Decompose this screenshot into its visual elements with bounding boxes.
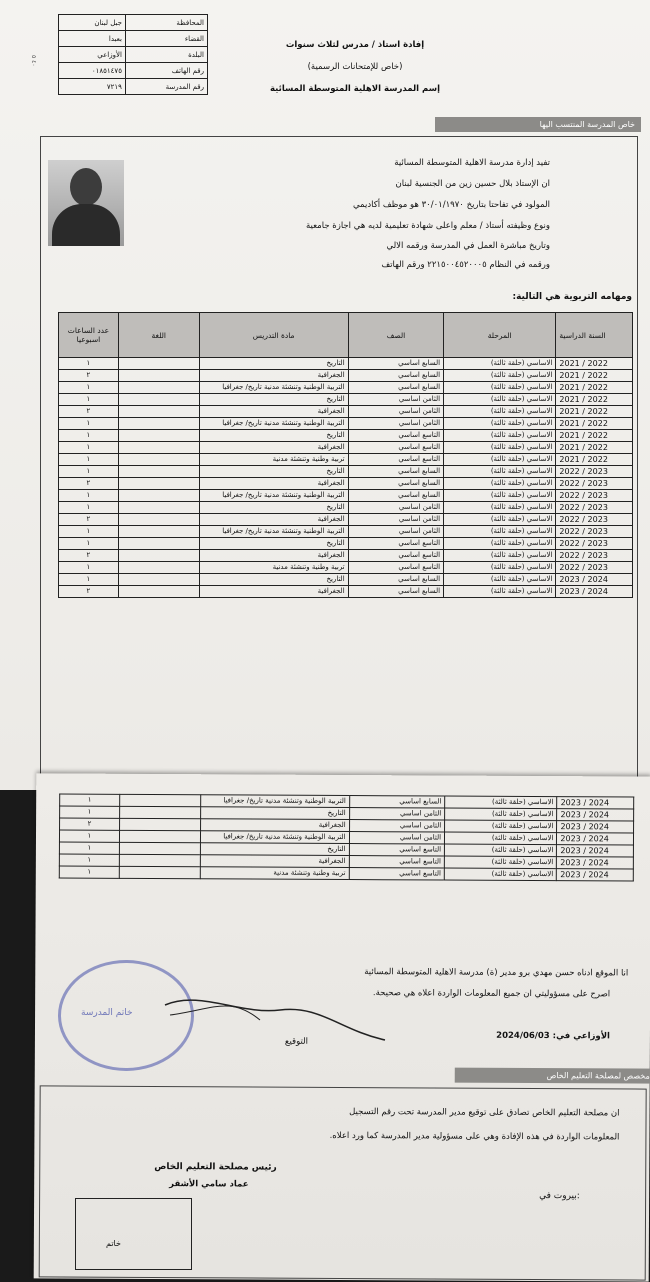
- info-value: الأوزاعي: [59, 47, 126, 63]
- table-cell: ١: [59, 538, 119, 550]
- table-cell: 2022 / 2023: [556, 514, 633, 526]
- table-cell: تربية وطنية وتنشئة مدنية: [199, 562, 348, 574]
- table-cell: ١: [59, 454, 119, 466]
- table-cell: 2022 / 2023: [556, 562, 633, 574]
- table-cell: التاسع اساسي: [348, 442, 443, 454]
- table-cell: 2023 / 2024: [557, 797, 634, 809]
- table-cell: ٢: [59, 514, 119, 526]
- info-label: المحافظة: [125, 15, 207, 31]
- table-row: [59, 586, 633, 598]
- table-row: [59, 490, 633, 502]
- table-cell: [118, 382, 199, 394]
- table-cell: السابع اساسي: [348, 490, 443, 502]
- table-cell: 2022 / 2023: [556, 526, 633, 538]
- decl-line-4: ونوع وظيفته أستاذ / معلم واعلى شهادة تعليمية لديه هي اجازة جامعية: [305, 221, 550, 231]
- info-row: [59, 15, 208, 31]
- table-cell: تربية وطنية وتنشئة مدنية: [199, 454, 348, 466]
- table-cell: ١: [60, 794, 120, 806]
- margin-note: ٤٠ ٥: [30, 55, 37, 67]
- table-row: [59, 562, 633, 574]
- ministry-line-2: المعلومات الواردة في هذه الإفادة وهي على مسؤولية مدير المدرسة كما ورد اعلاه.: [329, 1130, 620, 1143]
- table-cell: 2022 / 2023: [556, 478, 633, 490]
- table-cell: السابع اساسي: [348, 370, 443, 382]
- table-cell: السابع اساسي: [348, 478, 443, 490]
- table-cell: [118, 514, 199, 526]
- table-row: [59, 430, 633, 442]
- duties-table-1: [58, 312, 633, 598]
- table-cell: الاساسي (حلقة ثالثة): [444, 550, 556, 562]
- table-row: [59, 358, 633, 370]
- table-cell: [118, 442, 199, 454]
- table-cell: [118, 490, 199, 502]
- table-cell: الاساسي (حلقة ثالثة): [444, 586, 556, 598]
- table-cell: [118, 586, 199, 598]
- decl-line-2: ان الإستاذ بلال حسين زين من الجنسية لبنان: [395, 179, 550, 189]
- info-row: [59, 47, 208, 63]
- table-cell: 2021 / 2022: [556, 370, 633, 382]
- ministry-line-1: ان مصلحة التعليم الخاص تصادق على توقيع مدير المدرسة تحت رقم التسجيل: [349, 1107, 620, 1119]
- table-cell: ١: [59, 466, 119, 478]
- table-cell: 2021 / 2022: [556, 430, 633, 442]
- table-cell: الاساسي (حلقة ثالثة): [444, 538, 556, 550]
- table-row: [59, 418, 633, 430]
- table-cell: [118, 526, 199, 538]
- info-row: [59, 31, 208, 47]
- table-cell: التربية الوطنية وتنشئة مدنية تاريخ/ جغرافيا: [199, 490, 348, 502]
- table-cell: ١: [59, 502, 119, 514]
- table-cell: التاسع اساسي: [348, 550, 443, 562]
- table-cell: الاساسي (حلقة ثالثة): [444, 526, 556, 538]
- table-cell: التربية الوطنية وتنشئة مدنية تاريخ/ جغرافيا: [199, 418, 348, 430]
- teacher-photo: [48, 160, 124, 246]
- table-cell: [119, 830, 200, 842]
- table-cell: 2022 / 2023: [556, 466, 633, 478]
- table-cell: الاساسي (حلقة ثالثة): [444, 418, 556, 430]
- signature-scribble: [160, 985, 390, 1045]
- table-cell: ٢: [60, 818, 120, 830]
- table-row: [59, 454, 633, 466]
- table-cell: ١: [59, 490, 119, 502]
- table-cell: ١: [59, 854, 119, 866]
- table-cell: 2021 / 2022: [556, 382, 633, 394]
- table-row: [59, 382, 633, 394]
- table-cell: التربية الوطنية وتنشئة مدنية تاريخ/ جغرافيا: [200, 831, 349, 844]
- table-cell: ١: [59, 382, 119, 394]
- school-info-box: [58, 14, 208, 95]
- place-date-label: بيروت في:: [539, 1191, 580, 1202]
- table-cell: 2023 / 2024: [556, 586, 633, 598]
- table-cell: الجغرافية: [199, 514, 348, 526]
- table-cell: الاساسي (حلقة ثالثة): [444, 430, 556, 442]
- table-cell: 2023 / 2024: [557, 821, 634, 833]
- table-cell: الثامن اساسي: [348, 502, 443, 514]
- table-cell: 2021 / 2022: [556, 394, 633, 406]
- table-row: [59, 514, 633, 526]
- table-cell: [118, 466, 199, 478]
- table-cell: [118, 454, 199, 466]
- table-cell: الجغرافية: [200, 819, 349, 832]
- table-cell: [118, 502, 199, 514]
- table-row: [59, 538, 633, 550]
- table-cell: التربية الوطنية وتنشئة مدنية تاريخ/ جغرافيا: [199, 526, 348, 538]
- table-cell: ١: [59, 526, 119, 538]
- table-cell: الثامن اساسي: [348, 514, 443, 526]
- table-cell: الاساسي (حلقة ثالثة): [445, 820, 557, 833]
- table-cell: [119, 866, 200, 878]
- table-cell: الاساسي (حلقة ثالثة): [445, 796, 557, 809]
- table-cell: ١: [59, 442, 119, 454]
- table-cell: 2023 / 2024: [556, 574, 633, 586]
- table-cell: تربية وطنية وتنشئة مدنية: [200, 867, 349, 880]
- table-cell: الاساسي (حلقة ثالثة): [444, 574, 556, 586]
- table-cell: [119, 818, 200, 830]
- signoff-line-1: انا الموقع ادناه حسن مهدي برو مدير (ة) مدرسة الاهلية المتوسطة المسائية: [364, 967, 629, 979]
- table-cell: ١: [59, 842, 119, 854]
- table-cell: الثامن اساسي: [348, 406, 443, 418]
- table-cell: 2023 / 2024: [557, 833, 634, 845]
- table-cell: الاساسي (حلقة ثالثة): [445, 844, 557, 857]
- info-value: ٠١٨٥١٤٧٥: [59, 63, 126, 79]
- table-cell: الاساسي (حلقة ثالثة): [444, 370, 556, 382]
- table-cell: 2022 / 2023: [556, 538, 633, 550]
- table-cell: [119, 842, 200, 854]
- table-row: [59, 502, 633, 514]
- table-cell: الثامن اساسي: [348, 394, 443, 406]
- table-cell: [118, 538, 199, 550]
- table-cell: ١: [59, 830, 119, 842]
- table-cell: ١: [59, 418, 119, 430]
- table-cell: ١: [59, 574, 119, 586]
- table-cell: التاسع اساسي: [349, 856, 445, 868]
- table-cell: الاساسي (حلقة ثالثة): [444, 514, 556, 526]
- table-cell: 2021 / 2022: [556, 442, 633, 454]
- table-cell: الاساسي (حلقة ثالثة): [445, 832, 557, 845]
- stamp-label: خاتم المدرسة: [81, 1008, 133, 1018]
- table-cell: ٢: [59, 478, 119, 490]
- decl-line-3: المولود في تفاحتا بتاريخ ٣٠/٠١/١٩٧٠ هو موظف أكاديمي: [352, 200, 550, 210]
- column-header: مادة التدريس: [199, 313, 348, 358]
- table-cell: الجغرافية: [199, 370, 348, 382]
- table-cell: التاريخ: [199, 430, 348, 442]
- table-row: [59, 466, 633, 478]
- table-cell: السابع اساسي: [348, 466, 443, 478]
- table-cell: [119, 806, 200, 818]
- table-cell: 2022 / 2023: [556, 550, 633, 562]
- table-cell: [119, 854, 200, 866]
- table-cell: الاساسي (حلقة ثالثة): [444, 382, 556, 394]
- section-bar-school: خاص المدرسة المنتسب اليها: [435, 117, 641, 132]
- table-cell: الاساسي (حلقة ثالثة): [444, 856, 556, 869]
- table-cell: الاساسي (حلقة ثالثة): [444, 442, 556, 454]
- seal-label: خاتم: [106, 1239, 121, 1248]
- table-cell: التاريخ: [200, 807, 349, 820]
- tasks-title: ومهامه التربوية هي التالية:: [512, 292, 632, 302]
- signoff-date: الأوزاعي في: 2024/06/03: [496, 1030, 610, 1042]
- table-cell: 2021 / 2022: [556, 454, 633, 466]
- table-cell: ٢: [59, 370, 119, 382]
- table-cell: [118, 574, 199, 586]
- table-cell: ١: [59, 430, 119, 442]
- table-cell: الجغرافية: [199, 406, 348, 418]
- table-cell: [118, 370, 199, 382]
- column-header: الصف: [348, 313, 443, 358]
- table-cell: ١: [59, 394, 119, 406]
- table-cell: الاساسي (حلقة ثالثة): [444, 562, 556, 574]
- table-row: [59, 406, 633, 418]
- table-row: [59, 526, 633, 538]
- table-cell: الاساسي (حلقة ثالثة): [444, 502, 556, 514]
- table-cell: [118, 406, 199, 418]
- info-label: رقم الهاتف: [125, 63, 207, 79]
- table-cell: التاريخ: [199, 502, 348, 514]
- table-cell: الثامن اساسي: [348, 418, 443, 430]
- table-cell: [118, 550, 199, 562]
- table-row: [59, 866, 633, 881]
- table-cell: الثامن اساسي: [349, 832, 445, 844]
- table-cell: الثامن اساسي: [348, 526, 443, 538]
- table-cell: 2021 / 2022: [556, 418, 633, 430]
- table-cell: الاساسي (حلقة ثالثة): [444, 406, 556, 418]
- table-cell: التاريخ: [199, 394, 348, 406]
- duties-table-2: [59, 794, 634, 882]
- info-value: ٧٢١٩: [59, 79, 126, 95]
- table-cell: التاريخ: [199, 538, 348, 550]
- table-cell: التاريخ: [200, 843, 349, 856]
- table-cell: التاريخ: [199, 574, 348, 586]
- section-bar-ministry: مخصص لمصلحة التعليم الخاص: [455, 1068, 650, 1084]
- column-header: عدد الساعات اسبوعيا: [59, 313, 119, 358]
- ministry-seal-box: [75, 1198, 192, 1270]
- school-name-heading: إسم المدرسة الاهلية المتوسطة المسائية: [270, 84, 440, 94]
- table-cell: السابع اساسي: [348, 358, 443, 370]
- table-cell: السابع اساسي: [348, 586, 443, 598]
- doc-title: إفادة استاذ / مدرس لثلاث سنوات: [285, 40, 425, 50]
- table-cell: 2022 / 2023: [556, 490, 633, 502]
- column-header: المرحلة: [444, 313, 556, 358]
- table-cell: التربية الوطنية وتنشئة مدنية تاريخ/ جغرافيا: [200, 795, 349, 808]
- signoff-line-2: اصرح على مسؤوليتي ان جميع المعلومات الواردة اعلاه هي صحيحة.: [372, 988, 611, 1000]
- table-cell: [118, 394, 199, 406]
- table-cell: التاسع اساسي: [349, 844, 445, 856]
- table-cell: التربية الوطنية وتنشئة مدنية تاريخ/ جغرافيا: [199, 382, 348, 394]
- table-cell: الجغرافية: [199, 442, 348, 454]
- decl-line-1: تفيد إدارة مدرسة الاهلية المتوسطة المسائية: [394, 158, 550, 168]
- table-cell: التاريخ: [199, 466, 348, 478]
- table-cell: الجغرافية: [199, 478, 348, 490]
- info-label: البلدة: [125, 47, 207, 63]
- table-cell: الجغرافية: [199, 586, 348, 598]
- table-cell: 2023 / 2024: [557, 857, 634, 869]
- table-cell: ١: [59, 866, 119, 878]
- info-row: [59, 63, 208, 79]
- table-cell: الاساسي (حلقة ثالثة): [444, 394, 556, 406]
- table-cell: الاساسي (حلقة ثالثة): [444, 478, 556, 490]
- info-row: [59, 79, 208, 95]
- table-cell: [118, 358, 199, 370]
- table-cell: 2021 / 2022: [556, 406, 633, 418]
- info-label: القضاء: [125, 31, 207, 47]
- table-cell: الاساسي (حلقة ثالثة): [444, 490, 556, 502]
- table-cell: ١: [59, 358, 119, 370]
- table-cell: [118, 430, 199, 442]
- table-cell: الاساسي (حلقة ثالثة): [445, 808, 557, 821]
- table-cell: التاسع اساسي: [348, 430, 443, 442]
- table-row: [59, 370, 633, 382]
- doc-subtitle: (خاص للإمتحانات الرسمية): [307, 62, 403, 72]
- table-cell: 2023 / 2024: [557, 869, 634, 881]
- column-header: اللغة: [118, 313, 199, 358]
- table-cell: 2021 / 2022: [556, 358, 633, 370]
- table-cell: الثامن اساسي: [349, 820, 445, 832]
- table-cell: التاسع اساسي: [348, 454, 443, 466]
- table-cell: ٢: [59, 586, 119, 598]
- table-cell: السابع اساسي: [349, 796, 445, 808]
- table-cell: 2023 / 2024: [557, 845, 634, 857]
- head-name: عماد سامي الأشقر: [169, 1179, 249, 1190]
- table-cell: [118, 562, 199, 574]
- info-value: بعبدا: [59, 31, 126, 47]
- info-value: جبل لبنان: [59, 15, 126, 31]
- table-cell: [118, 478, 199, 490]
- table-cell: الجغرافية: [199, 550, 348, 562]
- table-cell: التاسع اساسي: [349, 868, 445, 880]
- decl-line-6: ورقمه في النظام ٢٢١٥٠٠٤٥٢٠٠٠٥ ورقم الهاتف: [381, 260, 550, 270]
- signature-label: التوقيع: [284, 1036, 309, 1047]
- table-row: [59, 550, 633, 562]
- table-cell: ٢: [59, 550, 119, 562]
- table-cell: الاساسي (حلقة ثالثة): [444, 466, 556, 478]
- table-cell: الاساسي (حلقة ثالثة): [444, 868, 556, 881]
- head-title: رئيس مصلحة التعليم الخاص: [154, 1162, 277, 1173]
- table-row: [59, 442, 633, 454]
- table-row: [59, 574, 633, 586]
- column-header: السنة الدراسية: [556, 313, 633, 358]
- table-cell: الثامن اساسي: [349, 808, 445, 820]
- table-row: [59, 394, 633, 406]
- table-cell: الجغرافية: [200, 855, 349, 868]
- table-cell: ١: [59, 562, 119, 574]
- table-cell: التاسع اساسي: [348, 538, 443, 550]
- table-cell: التاسع اساسي: [348, 562, 443, 574]
- table-row: [59, 478, 633, 490]
- table-cell: ٢: [59, 406, 119, 418]
- table-cell: السابع اساسي: [348, 382, 443, 394]
- table-cell: 2023 / 2024: [557, 809, 634, 821]
- table-cell: التاريخ: [199, 358, 348, 370]
- table-cell: [119, 794, 200, 806]
- table-cell: ١: [60, 806, 120, 818]
- table-cell: الاساسي (حلقة ثالثة): [444, 358, 556, 370]
- info-label: رقم المدرسة: [125, 79, 207, 95]
- table-cell: الاساسي (حلقة ثالثة): [444, 454, 556, 466]
- table-cell: السابع اساسي: [348, 574, 443, 586]
- table-cell: [118, 418, 199, 430]
- decl-line-5: وتاريخ مباشرة العمل في المدرسة ورقمه الالي: [386, 241, 550, 251]
- table-cell: 2022 / 2023: [556, 502, 633, 514]
